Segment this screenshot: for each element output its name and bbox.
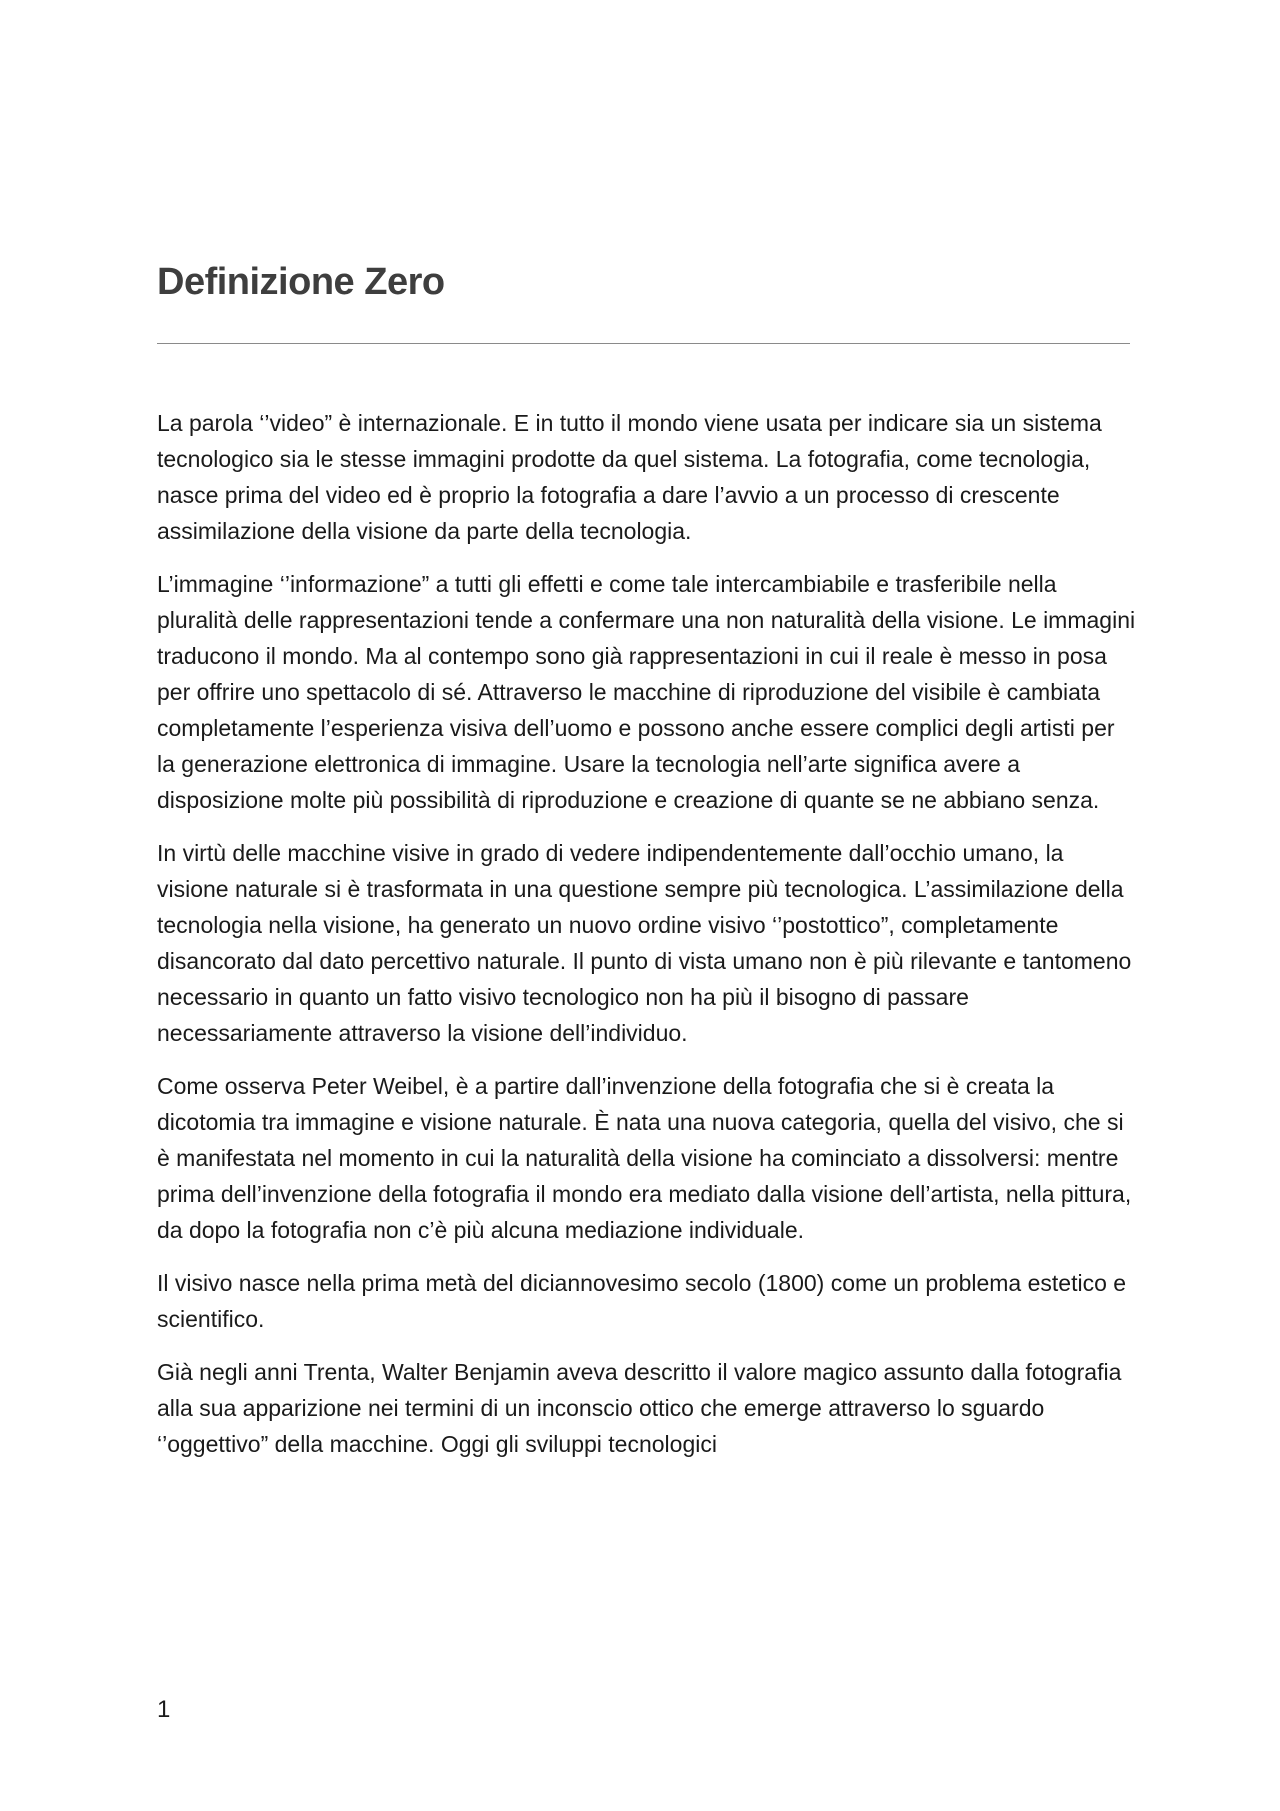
page-title: Definizione Zero <box>157 261 445 303</box>
title-divider <box>157 343 1130 344</box>
paragraph-4: Come osserva Peter Weibel, è a partire dall’invenzione della fotografia che si è creata la dicotomia tra immagine e visione naturale. È nata una nuova categoria, quella del visivo, che si è manifestata nel momento in cui la naturalità della visione ha cominciato a dissolversi: mentre prima dell’invenzione della fotografia il mondo era mediato dalla visione dell’artista, nella pittura, da dopo la fotografia non c’è più alcuna mediazione individuale. <box>157 1073 1132 1243</box>
body-text <box>157 405 1137 1479</box>
paragraph-5: Il visivo nasce nella prima metà del diciannovesimo secolo (1800) come un problema estetico e scientifico. <box>157 1270 1127 1332</box>
paragraph-6: Già negli anni Trenta, Walter Benjamin aveva descritto il valore magico assunto dalla fotografia alla sua apparizione nei termini di un inconscio ottico che emerge attraverso lo sguardo ‘’oggettivo” della macchine. Oggi gli sviluppi tecnologici <box>157 1359 1122 1457</box>
page-number: 1 <box>157 1696 171 1723</box>
paragraph-2: L’immagine ‘’informazione” a tutti gli effetti e come tale intercambiabile e trasferibile nella pluralità delle rappresentazioni tende a confermare una non naturalità della visione. Le immagini traducono il mondo. Ma al contempo sono già rappresentazioni in cui il reale è messo in posa per offrire uno spettacolo di sé. Attraverso le macchine di riproduzione del visibile è cambiata completamente l’esperienza visiva dell’uomo e possono anche essere complici degli artisti per la generazione elettronica di immagine. Usare la tecnologia nell’arte significa avere a disposizione molte più possibilità di riproduzione e creazione di quante se ne abbiano senza. <box>157 571 1136 813</box>
paragraph-1: La parola ‘’video” è internazionale. E in tutto il mondo viene usata per indicare sia un sistema tecnologico sia le stesse immagini prodotte da quel sistema. La fotografia, come tecnologia, nasce prima del video ed è proprio la fotografia a dare l’avvio a un processo di crescente assimilazione della visione da parte della tecnologia. <box>157 410 1102 544</box>
paragraph-3: In virtù delle macchine visive in grado di vedere indipendentemente dall’occhio umano, la visione naturale si è trasformata in una questione sempre più tecnologica. L’assimilazione della tecnologia nella visione, ha generato un nuovo ordine visivo ‘’postottico”, completamente disancorato dal dato percettivo naturale. Il punto di vista umano non è più rilevante e tantomeno necessario in quanto un fatto visivo tecnologico non ha più il bisogno di passare necessariamente attraverso la visione dell’individuo. <box>157 840 1132 1046</box>
